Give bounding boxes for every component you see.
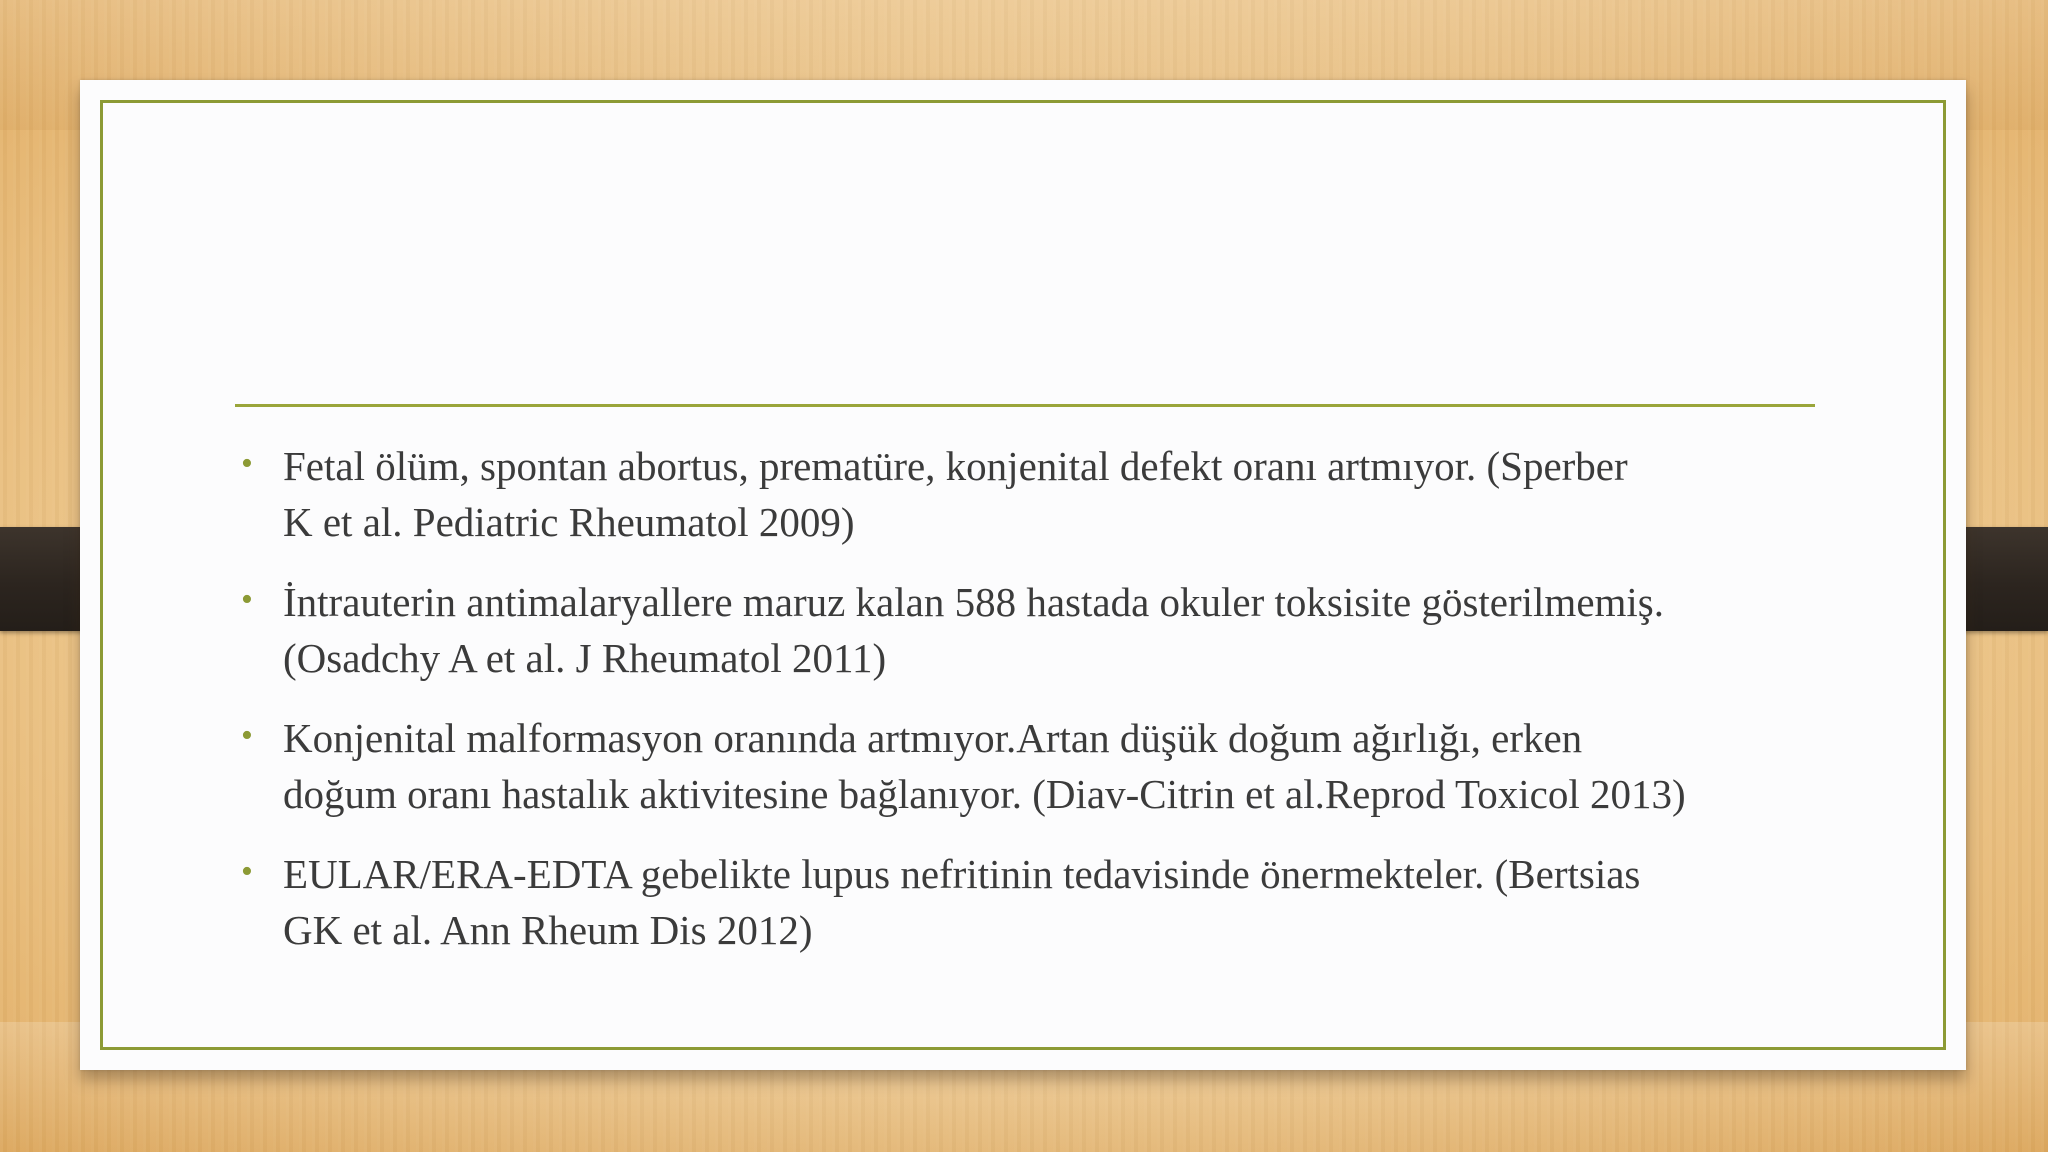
bullet-list <box>235 438 1835 982</box>
bullet-text-line-2: (Osadchy A et al. J Rheumatol 2011) <box>283 635 887 681</box>
bullet-text-line-2: K et al. Pediatric Rheumatol 2009) <box>283 499 855 545</box>
bullet-text-line-2: GK et al. Ann Rheum Dis 2012) <box>283 907 813 953</box>
bullet-item-2 <box>235 574 1835 686</box>
title-divider-line <box>235 404 1815 407</box>
bullet-dot-icon: • <box>241 581 253 618</box>
bullet-dot-icon: • <box>241 853 253 890</box>
bullet-dot-icon: • <box>241 445 253 482</box>
bullet-text-line-1: EULAR/ERA-EDTA gebelikte lupus nefritinin tedavisinde önermekteler. (Bertsias <box>283 851 1641 897</box>
bullet-item-3 <box>235 710 1835 822</box>
bullet-text-line-1: Konjenital malformasyon oranında artmıyor.Artan düşük doğum ağırlığı, erken <box>283 715 1583 761</box>
bullet-text-line-1: Fetal ölüm, spontan abortus, prematüre, konjenital defekt oranı artmıyor. (Sperber <box>283 443 1628 489</box>
bullet-item-1 <box>235 438 1835 550</box>
bullet-text-line-2: doğum oranı hastalık aktivitesine bağlanıyor. (Diav-Citrin et al.Reprod Toxicol 2013) <box>283 771 1686 817</box>
bullet-item-4 <box>235 846 1835 958</box>
bullet-dot-icon: • <box>241 717 253 754</box>
bullet-text-line-1: İntrauterin antimalaryallere maruz kalan 588 hastada okuler toksisite gösterilmemiş. <box>283 579 1665 625</box>
slide-card <box>80 80 1966 1070</box>
